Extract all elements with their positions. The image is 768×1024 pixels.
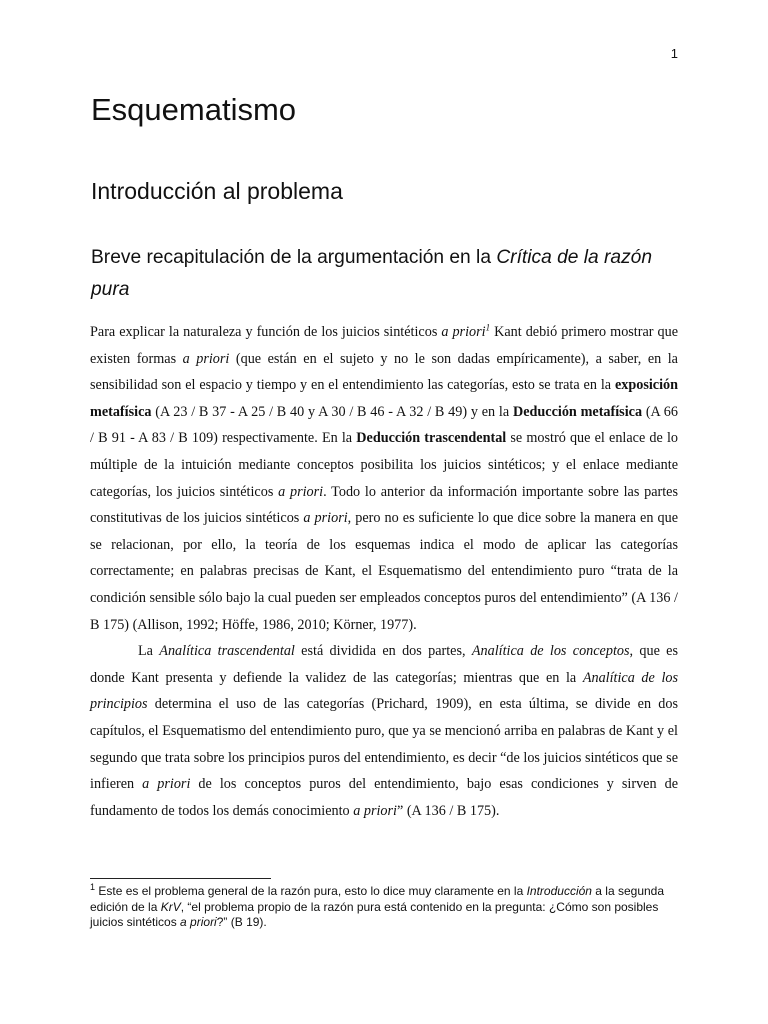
subsection-italic: Crítica de la razón pura [91,247,653,300]
text-run: de los conceptos puros del entendimiento, bajo esas condiciones y sirven de fundamento de todos los demás conocimiento [90,776,678,819]
italic-run: KrV [160,899,181,914]
text-run: Kant debió primero mostrar que existen formas [90,324,678,367]
italic-run: Introducción [526,884,592,898]
text-run: se mostró que el enlace de lo múltiple de la intuición mediante conceptos posibilita los juicios sintéticos; y el enlace mediante categorías, los juicios sintéticos [90,430,678,500]
italic-run: a priori [180,915,217,929]
body-text [90,319,678,824]
subsection-text: Breve recapitulación de la argumentación en la [91,247,497,268]
text-run: . Todo lo anterior da información importante sobre las partes constitutivas de los juicios sintéticos [90,483,679,527]
text-run: Este es el problema general de la razón pura, esto lo dice muy claramente en la [95,884,527,898]
paragraph-1 [90,319,678,638]
text-run: , “el problema propio de la razón pura está contenido en la pregunta: ¿Cómo son posibles juicios sintéticos [90,899,659,929]
document-title: Esquematismo [91,92,297,127]
text-run: (A 66 / B 91 - A 83 / B 109) respectivamente. En la [90,403,678,447]
footnote-number: 1 [90,882,96,892]
italic-run: a priori [353,802,397,819]
text-run: , que es donde Kant presenta y defiende la validez de las categorías; mientras que en la [90,643,679,686]
footnote-divider [90,878,271,879]
bold-run: exposición metafísica [90,377,678,420]
bold-run: Deducción metafísica [512,403,643,420]
text-run: Para explicar la naturaleza y función de los juicios sintéticos [90,324,442,340]
text-run: determina el uso de las categorías (Prichard, 1909), en esta última, se divide en dos capítulos, el Esquematismo del entendimiento puro, que ya se mencionó arriba en palabras de Kant y el segundo que trata sobre los principios puros del entendimiento, es decir “de los juicios sintéticos que se infieren [90,696,678,793]
text-run: ?” (B 19). [216,915,267,929]
italic-run: a priori [303,510,348,527]
italic-run: Analítica de los principios [90,669,678,713]
text-run: está dividida en dos partes, [294,643,472,660]
italic-run: a priori [182,350,230,367]
italic-run: a priori [441,324,486,340]
bold-run: Deducción trascendental [356,430,507,447]
paragraph-2 [90,638,678,824]
text-run: La [138,643,160,660]
footnote [90,884,680,931]
italic-run: a priori [278,483,324,500]
text-run: (que están en el sujeto y no le son dadas empíricamente), a saber, en la sensibilidad son el espacio y tiempo y en el entendimiento las categorías, esto se trata en la [90,350,678,394]
italic-run: Analítica de los conceptos [471,643,630,660]
text-run: , pero no es suficiente lo que dice sobre la manera en que se relacionan, por ello, la teoría de los esquemas indica el modo de aplicar las categorías correctamente; en palabras precisas de Kant, el Esquematismo del entendimiento puro “trata de la condición sensible sólo bajo la cual pueden ser empleados conceptos puros del entendimiento” (A 136 / B 175) (Allison, 1992; Höffe, 1986, 2010; Körner, 1977). [90,510,678,633]
text-run: ” (A 136 / B 175). [396,802,500,819]
section-heading: Introducción al problema [91,178,343,204]
footnote-reference[interactable]: 1 [485,322,491,333]
page-number: 1 [670,46,678,61]
italic-run: a priori [142,776,191,793]
subsection-heading [91,242,691,306]
italic-run: Analítica trascendental [159,643,295,660]
text-run: a la segunda edición de la [90,884,665,914]
text-run: (A 23 / B 37 - A 25 / B 40 y A 30 / B 46 - A 32 / B 49) y en la [151,403,513,420]
